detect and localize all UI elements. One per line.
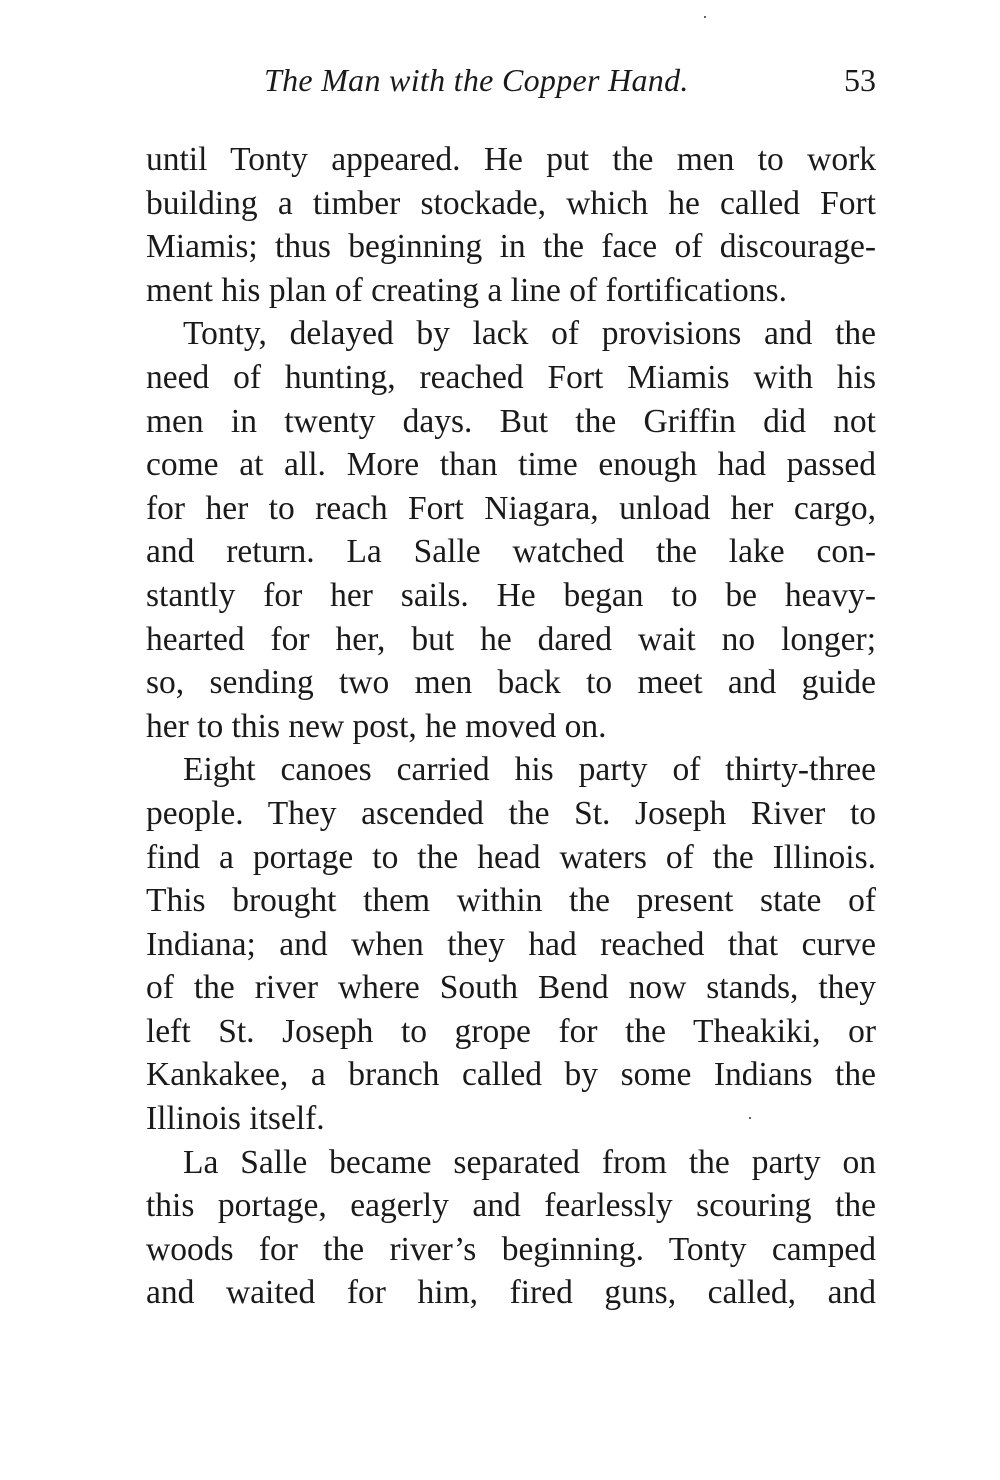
print-speck: [749, 1117, 751, 1119]
text-line: and return. La Salle watched the lake con-: [146, 533, 876, 571]
text-line: ment his plan of creating a line of fortifications.: [146, 271, 787, 309]
running-title: The Man with the Copper Hand.: [264, 62, 689, 98]
paragraph-first-line: Eight canoes carried his party of thirty-three: [183, 751, 876, 789]
text-line: men in twenty days. But the Griffin did not: [146, 402, 876, 440]
text-line: woods for the river’s beginning. Tonty camped: [146, 1230, 876, 1268]
text-line: come at all. More than time enough had passed: [146, 446, 876, 484]
paragraph-first-line: Tonty, delayed by lack of provisions and the: [183, 315, 876, 353]
text-line: This brought them within the present state of: [146, 882, 876, 920]
text-line: so, sending two men back to meet and guide: [146, 664, 876, 702]
text-line: people. They ascended the St. Joseph River to: [146, 794, 876, 832]
paragraph-first-line: La Salle became separated from the party on: [183, 1143, 876, 1181]
text-line: Miamis; thus beginning in the face of discourage-: [146, 228, 876, 266]
body-text: [146, 138, 876, 1315]
text-line: Kankakee, a branch called by some Indians the: [146, 1056, 876, 1094]
text-line: for her to reach Fort Niagara, unload her cargo,: [146, 489, 876, 527]
text-line: find a portage to the head waters of the Illinois.: [146, 838, 876, 876]
text-line: need of hunting, reached Fort Miamis with his: [146, 358, 876, 396]
text-line: her to this new post, he moved on.: [146, 707, 607, 745]
print-speck: [704, 16, 706, 18]
text-line: Illinois itself.: [146, 1100, 325, 1138]
text-line: of the river where South Bend now stands, they: [146, 969, 876, 1007]
text-line: until Tonty appeared. He put the men to work: [146, 141, 876, 178]
text-line: and waited for him, fired guns, called, and: [146, 1274, 876, 1312]
text-line: building a timber stockade, which he called Fort: [146, 184, 876, 222]
text-line: Indiana; and when they had reached that curve: [146, 925, 876, 963]
page-header: [146, 58, 876, 102]
text-line: this portage, eagerly and fearlessly scouring the: [146, 1187, 876, 1225]
text-line: stantly for her sails. He began to be heavy-: [146, 576, 876, 614]
page-number: 53: [844, 62, 876, 98]
text-line: left St. Joseph to grope for the Theakiki, or: [146, 1012, 876, 1050]
text-line: hearted for her, but he dared wait no longer;: [146, 620, 876, 658]
